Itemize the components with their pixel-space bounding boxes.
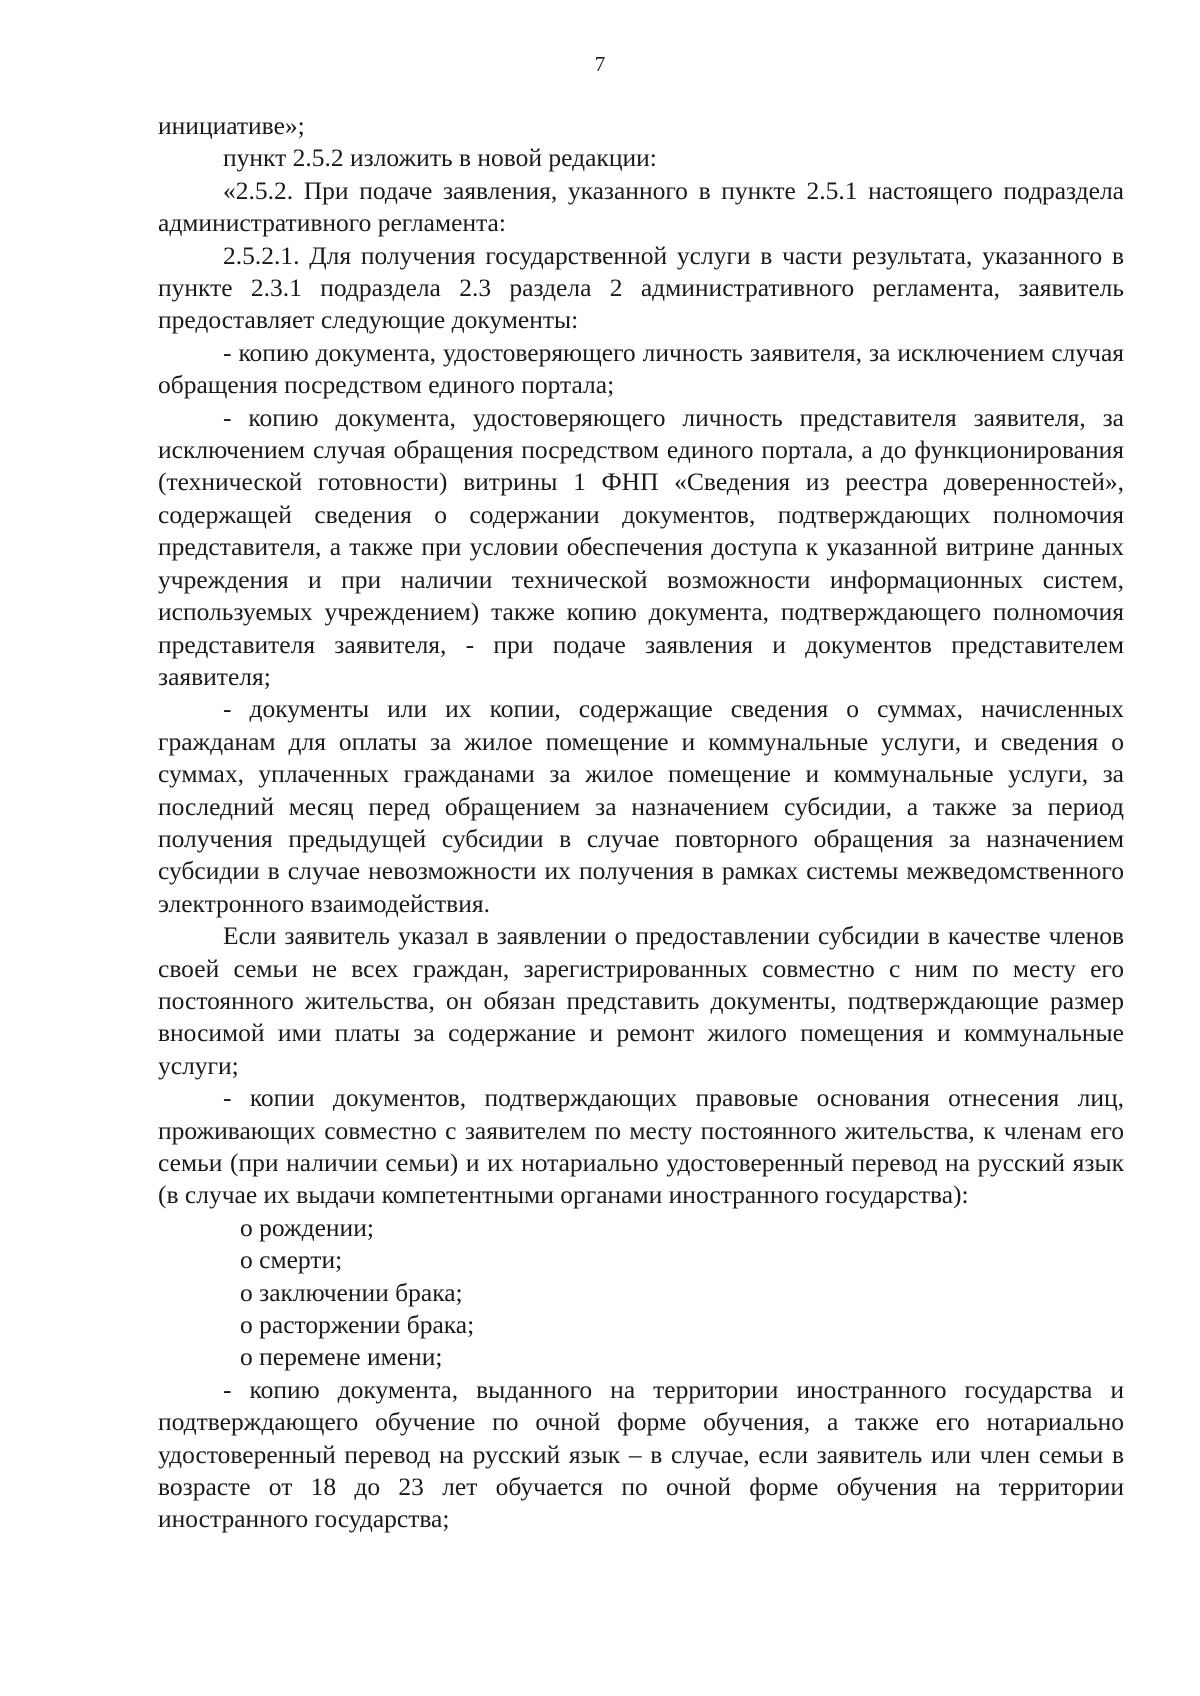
paragraph-foreign-education: - копию документа, выданного на территории иностранного государства и подтверждающего обучение по очной форме обучения, а также его нотариально удостоверенный перевод на русский язык – в случае, если заявитель или член семьи в возрасте от 18 до 23 лет обучается по очной форме обучения на территории иностранного государства;	[158, 1374, 1124, 1534]
list-item: о перемене имени;	[240, 1342, 443, 1372]
page-number: 7	[594, 52, 606, 76]
paragraph-family-members: Если заявитель указал в заявлении о предоставлении субсидии в качестве членов своей семьи не всех граждан, зарегистрированных совместно с ним по месту его постоянного жительства, он обязан представить документы, подтверждающие размер вносимой ими платы за содержание и ремонт жилого помещения и коммунальные услуги;	[158, 921, 1124, 1080]
paragraph-legal-grounds: - копии документов, подтверждающих правовые основания отнесения лиц, проживающих совместно с заявителем по месту постоянного жительства, к членам его семьи (при наличии семьи) и их нотариально удостоверенный перевод на русский язык (в случае их выдачи компетентными органами иностранного государства):	[158, 1083, 1124, 1210]
list-item: о смерти;	[240, 1245, 343, 1275]
list-item: о рождении;	[240, 1212, 374, 1242]
paragraph-applicant-id-copy: - копию документа, удостоверяющего личность заявителя, за исключением случая обращения посредством единого портала;	[158, 337, 1124, 400]
document-body	[158, 110, 1124, 1536]
certificate-list	[158, 1212, 1124, 1374]
paragraph-payment-documents: - документы или их копии, содержащие сведения о суммах, начисленных гражданам для оплаты за жилое помещение и коммунальные услуги, и сведения о суммах, уплаченных гражданами за жилое помещение и коммунальные услуги, за последний месяц перед обращением за назначением субсидии, а также за период получения предыдущей субсидии в случае повторного обращения за назначением субсидии в случае невозможности их получения в рамках системы межведомственного электронного взаимодействия.	[158, 694, 1124, 918]
paragraph-representative-id-copy: - копию документа, удостоверяющего личность представителя заявителя, за исключением случая обращения посредством единого портала, а до функционирования (технической готовности) витрины 1 ФНП «Сведения из реестра доверенностей», содержащей сведения о содержании документов, подтверждающих полномочия представителя, а также при условии обеспечения доступа к указанной витрине данных учреждения и при наличии технической возможности информационных систем, используемых учреждением) также копию документа, подтверждающего полномочия представителя заявителя, - при подаче заявления и документов представителем заявителя;	[158, 402, 1124, 691]
paragraph-continuation: инициативе»;	[158, 111, 305, 140]
paragraph-2-5-2: «2.5.2. При подаче заявления, указанного в пункте 2.5.1 настоящего подраздела административного регламента:	[158, 175, 1124, 238]
list-item: о заключении брака;	[240, 1277, 463, 1307]
paragraph-2-5-2-1: 2.5.2.1. Для получения государственной услуги в части результата, указанного в пункте 2.3.1 подраздела 2.3 раздела 2 административного регламента, заявитель предоставляет следующие документы:	[158, 240, 1124, 335]
paragraph-amendment-intro: пункт 2.5.2 изложить в новой редакции:	[223, 143, 657, 173]
list-item: о расторжении брака;	[240, 1310, 475, 1340]
